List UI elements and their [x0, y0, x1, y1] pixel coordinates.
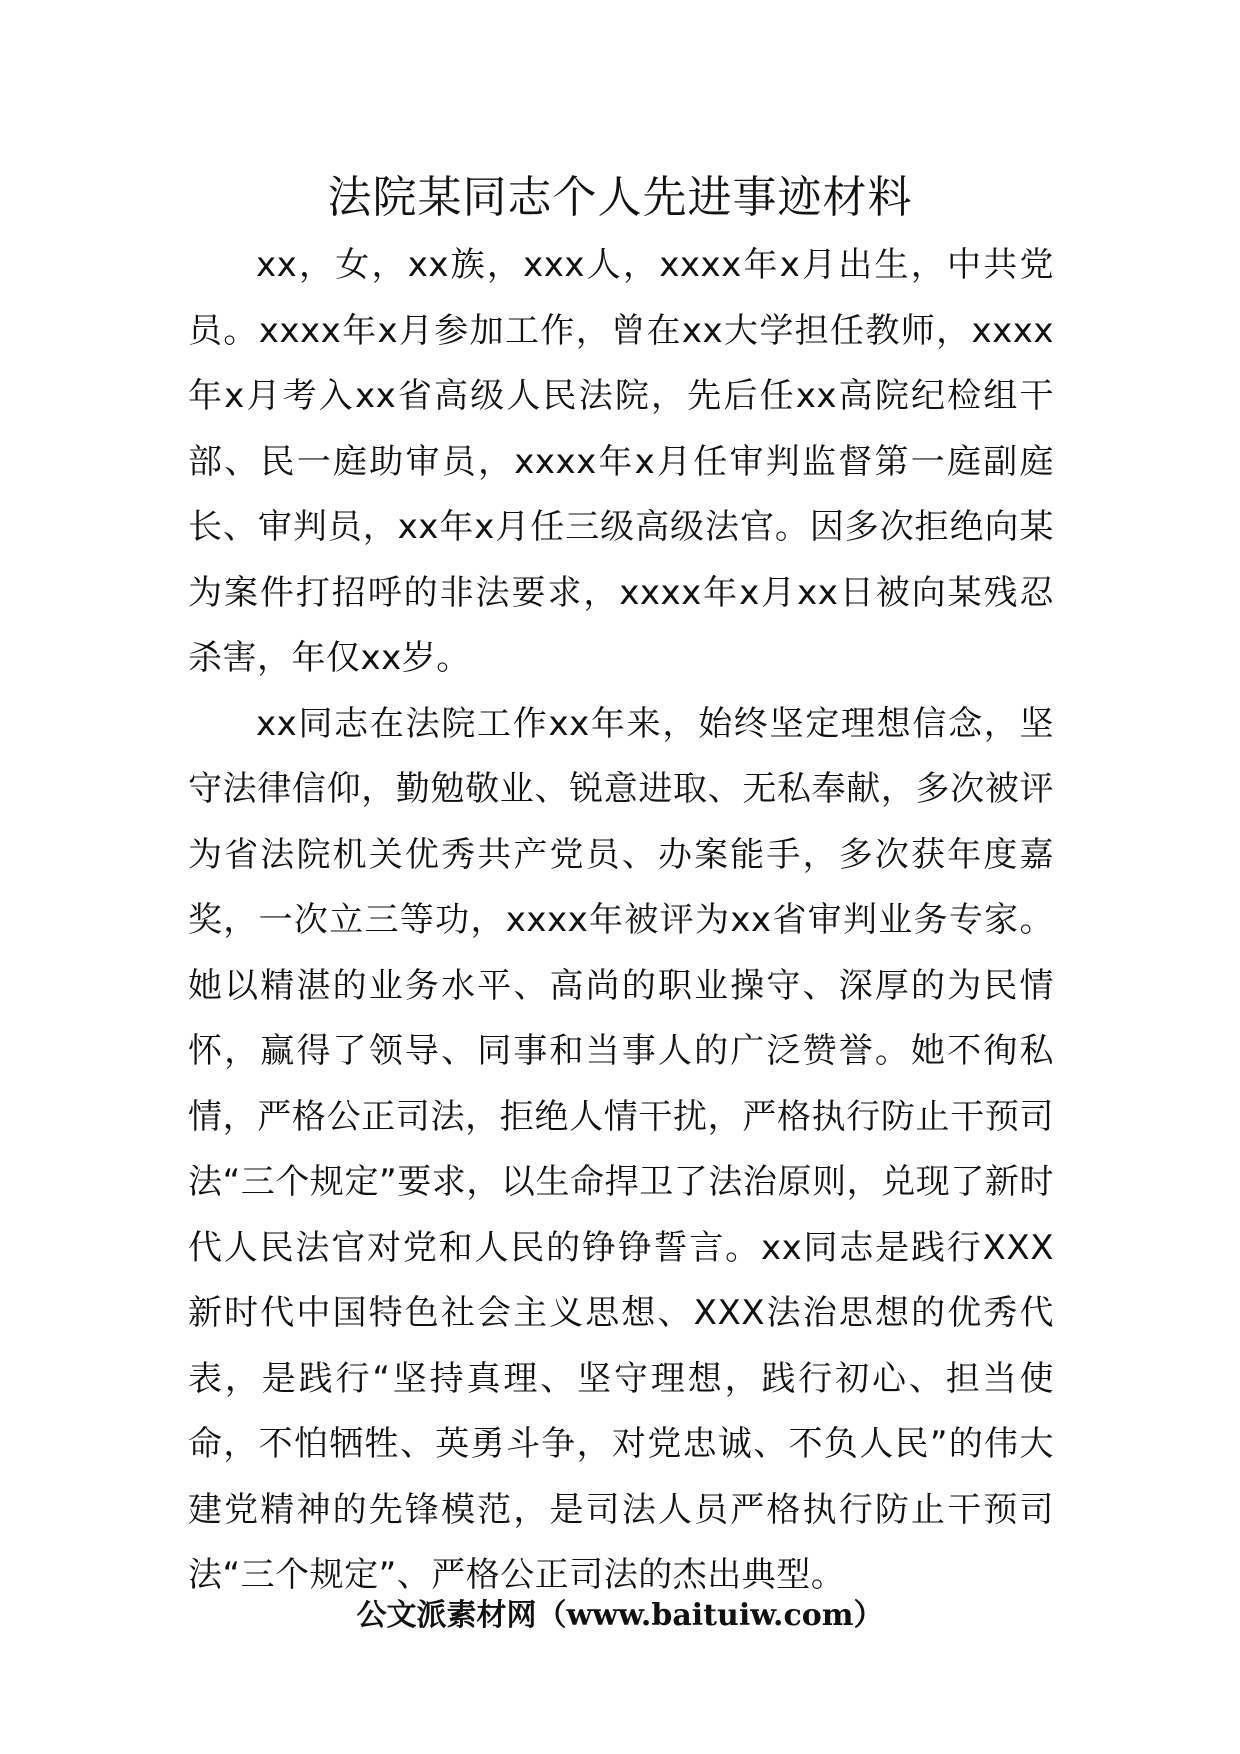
footer-watermark: 公文派素材网（www.baituiw.com） [356, 1598, 884, 1633]
document-title: 法院某同志个人先进事迹材料 [327, 172, 913, 223]
paragraph-1: xx，女，xx族，xxx人，xxxx年x月出生，中共党员。xxxx年x月参加工作，曾在xx大学担任教师，xxxx年x月考入xx省高级人民法院，先后任xx高院纪检组干部、民一庭助审员，xxxx年x月任审判监督第一庭副庭长、审判员，xx年x月任三级高级法官。因多次拒绝向某为案件打招呼的非法要求，xxxx年x月xx日被向某残忍杀害，年仅xx岁。 [188, 245, 1054, 678]
paragraph-2: xx同志在法院工作xx年来，始终坚定理想信念，坚守法律信仰，勤勉敬业、锐意进取、无私奉献，多次被评为省法院机关优秀共产党员、办案能手，多次获年度嘉奖，一次立三等功，xxxx年被评为xx省审判业务专家。她以精湛的业务水平、高尚的职业操守、深厚的为民情怀，赢得了领导、同事和当事人的广泛赞誉。她不徇私情，严格公正司法，拒绝人情干扰，严格执行防止干预司法“三个规定”要求，以生命捍卫了法治原则，兑现了新时代人民法官对党和人民的铮铮誓言。xx同志是践行XXX新时代中国特色社会主义思想、XXX法治思想的优秀代表，是践行“坚持真理、坚守理想，践行初心、担当使命，不怕牺牲、英勇斗争，对党忠诚、不负人民”的伟大建党精神的先锋模范，是司法人员严格执行防止干预司法“三个规定”、严格公正司法的杰出典型。 [188, 703, 1054, 1595]
document-body [188, 233, 1054, 1609]
